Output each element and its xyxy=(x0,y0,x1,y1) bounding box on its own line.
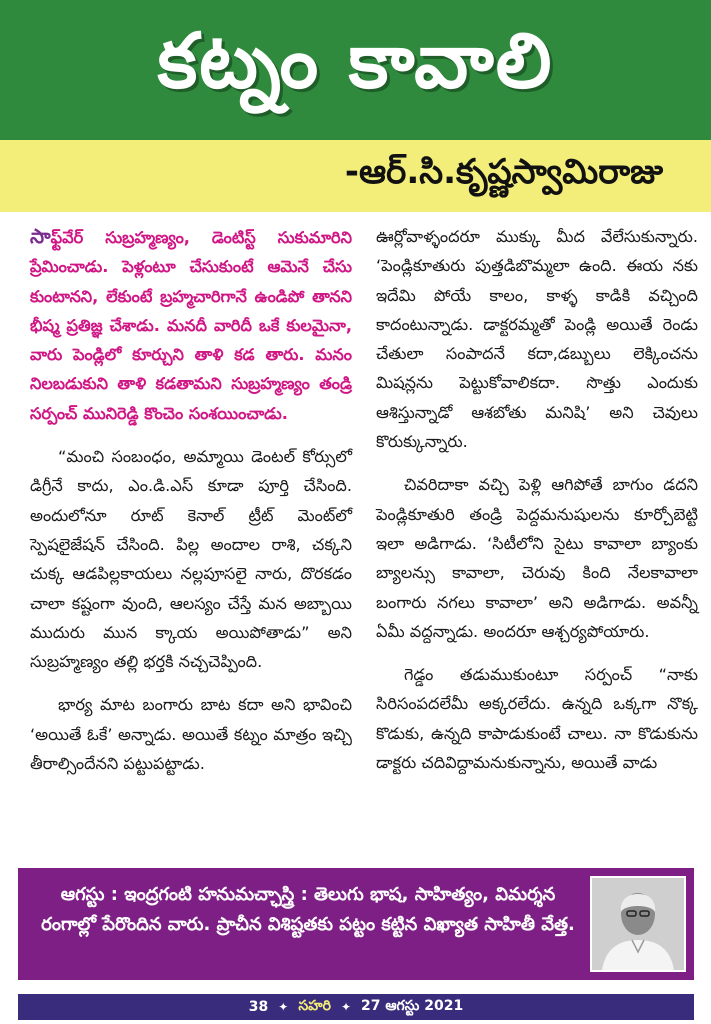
person-icon xyxy=(592,878,684,970)
author-banner xyxy=(0,140,711,212)
star-icon: ✦ xyxy=(340,1000,351,1014)
left-column xyxy=(30,222,352,862)
intro-paragraph xyxy=(30,222,352,428)
right-column xyxy=(376,222,698,862)
star-icon: ✦ xyxy=(278,1000,289,1014)
info-box xyxy=(18,868,694,980)
body-paragraph: గెడ్డం తడుముకుంటూ సర్పంచ్ “నాకు సిరిసంపదలేమీ అక్కరలేదు. ఉన్నది ఒక్కగా నొక్క కొడుకు, ఉన్నది కాపాడుకుంటే చాలు. నా కొడుకును డాక్టరు చదివిద్దామనుకున్నాను, అయితే వాడు xyxy=(376,665,698,773)
body-paragraph: చివరిదాకా వచ్చి పెళ్లి ఆగిపోతే బాగుం డదని పెండ్లికూతురి తండ్రి పెద్దమనుషులను కూర్చోబెట్టి ఇలా అడిగాడు. ‘సిటీలోని సైటు కావాలా బ్యాంకు బ్యాలన్సు కావాలా, చెరువు కింది నేలకావాలా బంగారు నగలు కావాలా’ అని అడిగాడు. అవన్నీ ఏమీ వద్దన్నాడు. అందరూ ఆశ్చర్యపోయారు. xyxy=(376,475,698,641)
title-banner xyxy=(0,0,711,140)
info-text: ఆగస్టు : ఇంద్రగంటి హనుమచ్ఛాస్త్రి : తెలుగు భాష, సాహిత్యం, విమర్శన రంగాల్లో పేరొందిన వారు. ప్రాచీన విశిష్టతకు పట్టం కట్టిన విఖ్యాత సాహితీ వేత్త. xyxy=(41,884,575,935)
page-number: 38 xyxy=(248,999,269,1015)
body-paragraph: భార్య మాట బంగారు బాట కదా అని భావించి ‘అయితే ఓకే’ అన్నాడు. అయితే కట్నం మాత్రం ఇచ్చి తీరాల్సిందేనని పట్టుపట్టాడు. xyxy=(30,695,352,774)
intro-lead: సా xyxy=(30,224,51,248)
article-body xyxy=(30,222,698,862)
magazine-name: సహరి xyxy=(298,997,331,1014)
body-paragraph: ఊర్లోవాళ్ళందరూ ముక్కు మీద వేలేసుకున్నారు. ‘పెండ్లికూతురు పుత్తడిబొమ్మలా ఉంది. ఈయ నకు ఇదేమి పోయే కాలం, కాళ్ళ కాడికి వచ్చింది కాదంటున్నాడు. డాక్టరమ్మతో పెండ్లి అయితే రెండు చేతులా సంపాదనే కదా,డబ్బులు లెక్కించను మిషన్లను పెట్టుకోవాలికదా. సొత్తు ఎందుకు ఆశిస్తున్నాడో ఆశబోతు మనిషి’ అని చెవులు కొరుక్కున్నారు. xyxy=(376,227,698,452)
body-paragraph: “మంచి సంబంధం, అమ్మాయి డెంటల్ కోర్సులో డిగ్రీనే కాదు, ఎం.డి.ఎస్ కూడా పూర్తి చేసింది. అందులోనూ రూట్ కెనాల్ ట్రీట్ మెంట్‌లో స్పెషలైజేషన్ చేసింది. పిల్ల అందాల రాశి, చక్కని చుక్క ఆడపిల్లకాయలు నల్లపూసలై నారు, దొరకడం చాలా కష్టంగా వుంది, ఆలస్యం చేస్తే మన అబ్బాయి ముదురు మున క్కాయ అయిపోతాడు” అని సుబ్రహ్మణ్యం తల్లి భర్తకి నచ్చచెప్పింది. xyxy=(30,447,352,672)
intro-text: ఫ్ట్‌వేర్ సుబ్రహ్మణ్యం, డెంటిస్ట్ సుకుమారిని ప్రేమించాడు. పెళ్లంటూ చేసుకుంటే ఆమెనే చేసు కుంటానని, లేకుంటే బ్రహ్మచారిగానే ఉండిపో తానని భీష్మ ప్రతిజ్ఞ చేశాడు. మనదీ వారిదీ ఒకే కులమైనా, వారు పెండ్లిలో కూర్చుని తాళి కడ తారు. మనం నిలబడుకుని తాళి కడతామని సుబ్రహ్మణ్యం తండ్రి సర్పంచ్ మునిరెడ్డి కొంచెం సంశయించాడు. xyxy=(30,228,352,423)
article-title: కట్నం కావాలి xyxy=(157,16,554,105)
author-name: -ఆర్.సి.కృష్ణస్వామిరాజు xyxy=(344,152,663,192)
page-footer xyxy=(18,994,694,1020)
issue-date: 27 ఆగస్టు 2021 xyxy=(361,997,464,1014)
portrait-photo xyxy=(590,876,686,972)
